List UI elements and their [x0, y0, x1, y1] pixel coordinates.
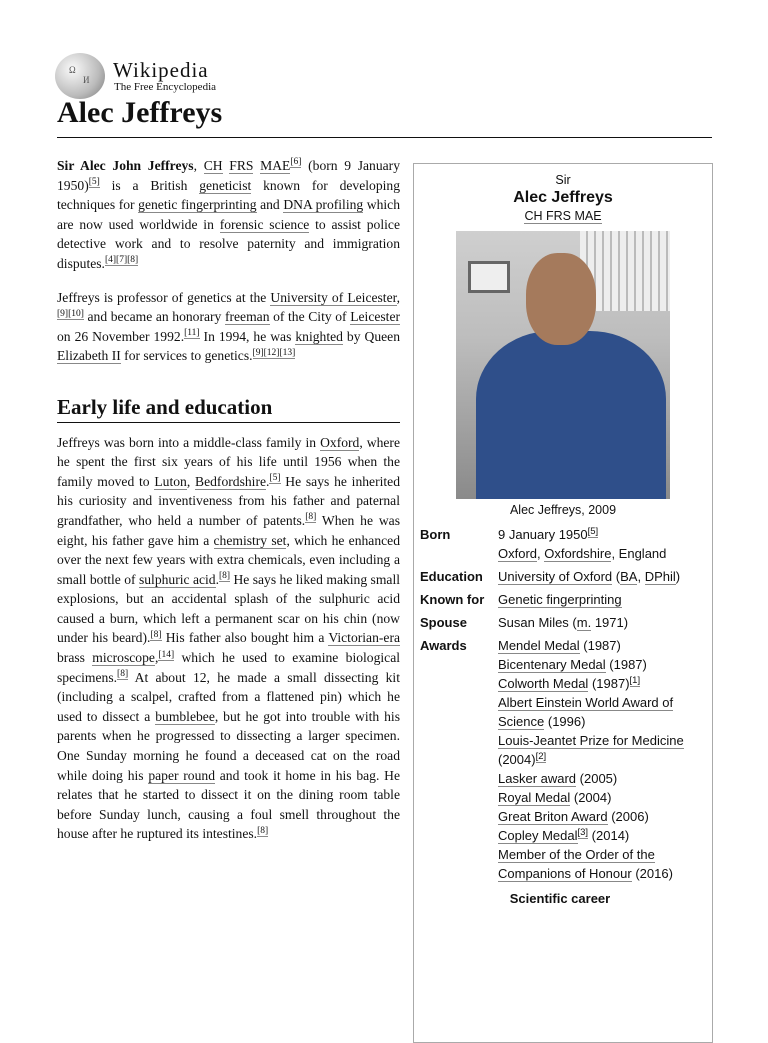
wiki-link[interactable]: Oxfordshire: [544, 546, 612, 561]
citation: [588, 526, 599, 538]
image-caption: Alec Jeffreys, 2009: [509, 503, 617, 517]
citation-link[interactable]: [8]: [150, 629, 162, 640]
wiki-link[interactable]: Bicentenary Medal: [498, 657, 606, 672]
wiki-link[interactable]: MAE: [260, 158, 291, 173]
text: When he was eight, his father gave him a: [57, 512, 400, 548]
text: (2016): [631, 866, 673, 881]
text: and became an honorary: [83, 309, 225, 325]
infobox-label: Spouse: [420, 615, 467, 630]
intro-paragraph: [57, 156, 400, 274]
wiki-link[interactable]: Lasker award: [498, 771, 577, 786]
text: 9 January 1950: [498, 527, 588, 542]
wiki-link[interactable]: paper round: [148, 767, 215, 783]
infobox-label: Known for: [420, 592, 485, 607]
text: on 26 November 1992.: [57, 328, 185, 344]
wiki-link[interactable]: BA: [620, 569, 638, 584]
citation: [269, 473, 280, 484]
wiki-link[interactable]: Oxford: [320, 434, 360, 450]
infobox-section-scientific-career: Scientific career: [509, 891, 611, 906]
wiki-link[interactable]: Genetic fingerprinting: [498, 592, 622, 607]
title-divider: [57, 137, 712, 138]
text: (1987): [588, 676, 630, 691]
text: by Queen: [342, 328, 400, 344]
wikipedia-logo[interactable]: [55, 53, 216, 99]
text: (1996): [544, 714, 586, 729]
wiki-link[interactable]: University of Oxford: [498, 569, 613, 584]
wiki-link[interactable]: Bedfordshire: [195, 473, 267, 489]
article-body: [57, 156, 400, 858]
text: (2004): [498, 752, 536, 767]
citation: [184, 328, 199, 339]
citation-link[interactable]: [9][12][13]: [252, 347, 296, 358]
wiki-link[interactable]: Albert Einstein World Award of Science: [498, 695, 674, 729]
text: He says he liked making small explosions, but an accidental splash of the sulphuric acid caused a burn, which left a permanent scar on his chin (now under his beard).: [57, 571, 400, 646]
citation-link[interactable]: [6]: [290, 157, 302, 168]
text: (1987): [605, 657, 647, 672]
infobox-table: [420, 523, 712, 885]
infobox-prefix: Sir: [555, 173, 571, 187]
text: (2005): [576, 771, 618, 786]
citation: [536, 751, 547, 763]
text: which he used to examine biological specimens.: [57, 650, 401, 685]
portrait-image[interactable]: [456, 231, 670, 499]
globe-icon: Ω И: [55, 53, 105, 99]
text: ,: [637, 569, 645, 584]
citation: [105, 255, 138, 266]
wiki-link[interactable]: Colworth Medal: [498, 676, 589, 691]
text: .: [266, 473, 270, 489]
wiki-link[interactable]: freeman: [224, 309, 270, 325]
citation-link[interactable]: [8]: [305, 512, 317, 523]
citation-link[interactable]: [9][10]: [57, 308, 84, 319]
text: (2006): [607, 809, 649, 824]
citation: [630, 675, 641, 687]
citation-link[interactable]: [5]: [587, 525, 599, 537]
wiki-link[interactable]: Copley Medal: [498, 828, 578, 843]
citation-link[interactable]: [4][7][8]: [104, 255, 139, 266]
text: (2014): [588, 828, 630, 843]
infobox-label: Awards: [420, 638, 467, 653]
citation-link[interactable]: [1]: [629, 674, 641, 686]
wiki-link[interactable]: Great Briton Award: [498, 809, 608, 824]
citation: [305, 512, 316, 523]
text: (1987): [579, 638, 621, 653]
text: 1971): [591, 615, 629, 630]
text: brass: [57, 650, 93, 666]
citation-link[interactable]: [3]: [577, 826, 589, 838]
infobox-row: [420, 588, 712, 611]
wiki-link[interactable]: Leicester: [350, 309, 401, 325]
section-paragraph: [57, 433, 400, 844]
wiki-link[interactable]: Victorian-era: [328, 630, 400, 646]
intro-paragraph: [57, 288, 400, 366]
text: and took it home in his bag. He relates that he started to dissect it on the dining room table before Sunday lunch, causing a foul smell throughout the house after he ruptured its intestines.: [57, 767, 400, 842]
logo-tagline: The Free Encyclopedia: [114, 81, 217, 93]
wiki-link[interactable]: Louis-Jeantet Prize for Medicine: [498, 733, 684, 748]
citation-link[interactable]: [14]: [158, 649, 175, 660]
wiki-link[interactable]: chemistry set: [213, 532, 287, 548]
text: of the City of: [269, 309, 351, 325]
text: , where he spent the first six years of his life until 1956 when the family moved to: [57, 434, 400, 489]
infobox-label: Born: [420, 527, 451, 542]
citation-link[interactable]: [8]: [117, 669, 129, 680]
citation: [57, 309, 84, 320]
infobox-row: [420, 611, 712, 634]
infobox-postnominals[interactable]: CH FRS MAE: [524, 209, 602, 223]
wiki-link[interactable]: FRS: [229, 158, 254, 173]
infobox-row: [420, 565, 712, 588]
citation: [219, 571, 230, 582]
citation-link[interactable]: [2]: [535, 750, 547, 762]
text: to assist police detective work and to resolve paternity and immigration disputes.: [57, 216, 400, 271]
infobox-label: Education: [420, 569, 483, 584]
infobox-value: [498, 611, 712, 634]
citation: [290, 157, 301, 168]
text: Susan Miles (: [498, 615, 577, 630]
text: At about 12, he made a small dissecting kit (including a scalpel, crafted from a flattened pin) which he used to dissect a: [57, 669, 400, 724]
infobox-name: Alec Jeffreys: [513, 189, 613, 206]
citation-link[interactable]: [5]: [88, 177, 100, 188]
text: Jeffreys is professor of genetics at the: [57, 289, 271, 305]
text: , which he enhanced over the next few years with extra chemicals, even including a small bottle of: [57, 532, 400, 587]
citation-link[interactable]: [8]: [219, 571, 231, 582]
wiki-link[interactable]: genetic fingerprinting: [138, 197, 257, 213]
logo-wordmark: Wikipedia: [113, 58, 209, 82]
wiki-link[interactable]: m.: [576, 615, 592, 630]
page-title: Alec Jeffreys: [57, 96, 223, 129]
infobox: [413, 163, 713, 1043]
citation: [158, 650, 174, 661]
wiki-link[interactable]: Mendel Medal: [498, 638, 580, 653]
wiki-link[interactable]: bumblebee: [155, 708, 215, 724]
text: In 1994, he was: [199, 328, 296, 344]
wiki-link[interactable]: microscope: [92, 650, 155, 666]
wiki-link[interactable]: Member of the Order of the Companions of Honour: [498, 847, 655, 881]
wiki-link[interactable]: Elizabeth II: [57, 348, 121, 364]
infobox-value: [498, 634, 712, 885]
text: (: [612, 569, 621, 584]
text: which are now used worldwide in: [57, 197, 401, 232]
wiki-link[interactable]: geneticist: [199, 177, 252, 193]
citation: [257, 826, 268, 837]
wiki-link[interactable]: Luton: [154, 473, 187, 489]
text: ,: [193, 158, 204, 173]
text: and: [256, 197, 284, 213]
bold-text: Sir Alec John Jeffreys: [57, 158, 194, 173]
text: (2004): [570, 790, 612, 805]
infobox-row: [420, 523, 712, 565]
citation: [150, 630, 161, 641]
citation: [89, 177, 100, 188]
text: ,: [396, 289, 401, 305]
citation: [117, 669, 128, 680]
infobox-value: [498, 588, 712, 611]
wiki-link[interactable]: Royal Medal: [498, 790, 571, 805]
text: (born 9 January 1950): [57, 158, 400, 193]
text: , England: [611, 546, 667, 561]
text: ,: [154, 650, 159, 666]
text: .: [215, 571, 219, 587]
wiki-link[interactable]: DNA profiling: [283, 197, 364, 213]
citation-link[interactable]: [11]: [184, 328, 200, 339]
wiki-link[interactable]: sulphuric acid: [138, 571, 216, 587]
text: is a British: [99, 177, 200, 193]
wiki-link[interactable]: Oxford: [498, 546, 538, 561]
text: , but he got into trouble with his parents when he progressed to dissecting a larger specimen. One Sunday morning he found a deceased cat on the road while doing his: [57, 708, 400, 783]
citation: [578, 827, 589, 839]
text: ,: [186, 473, 196, 489]
infobox-value: [498, 565, 712, 588]
citation-link[interactable]: [8]: [257, 825, 269, 836]
section-heading: Early life and education: [57, 398, 400, 423]
text: His father also bought him a: [161, 630, 329, 646]
wiki-link[interactable]: DPhil: [644, 569, 676, 584]
citation: [253, 348, 296, 359]
text: ): [675, 569, 681, 584]
infobox-row: [420, 634, 712, 885]
text: ,: [537, 546, 545, 561]
citation-link[interactable]: [5]: [269, 473, 281, 484]
wiki-link[interactable]: knighted: [295, 328, 343, 344]
text: Jeffreys was born into a middle-class family in: [57, 434, 321, 450]
infobox-value: [498, 523, 712, 565]
text: He says he inherited his curiosity and inventiveness from his father and paternal grandfather, who held a number of patents.: [57, 473, 400, 528]
wiki-link[interactable]: forensic science: [219, 216, 310, 232]
wiki-link[interactable]: University of Leicester: [270, 289, 397, 305]
text: known for developing techniques for: [57, 177, 400, 213]
wiki-link[interactable]: CH: [203, 158, 223, 173]
text: for services to genetics.: [120, 348, 253, 364]
